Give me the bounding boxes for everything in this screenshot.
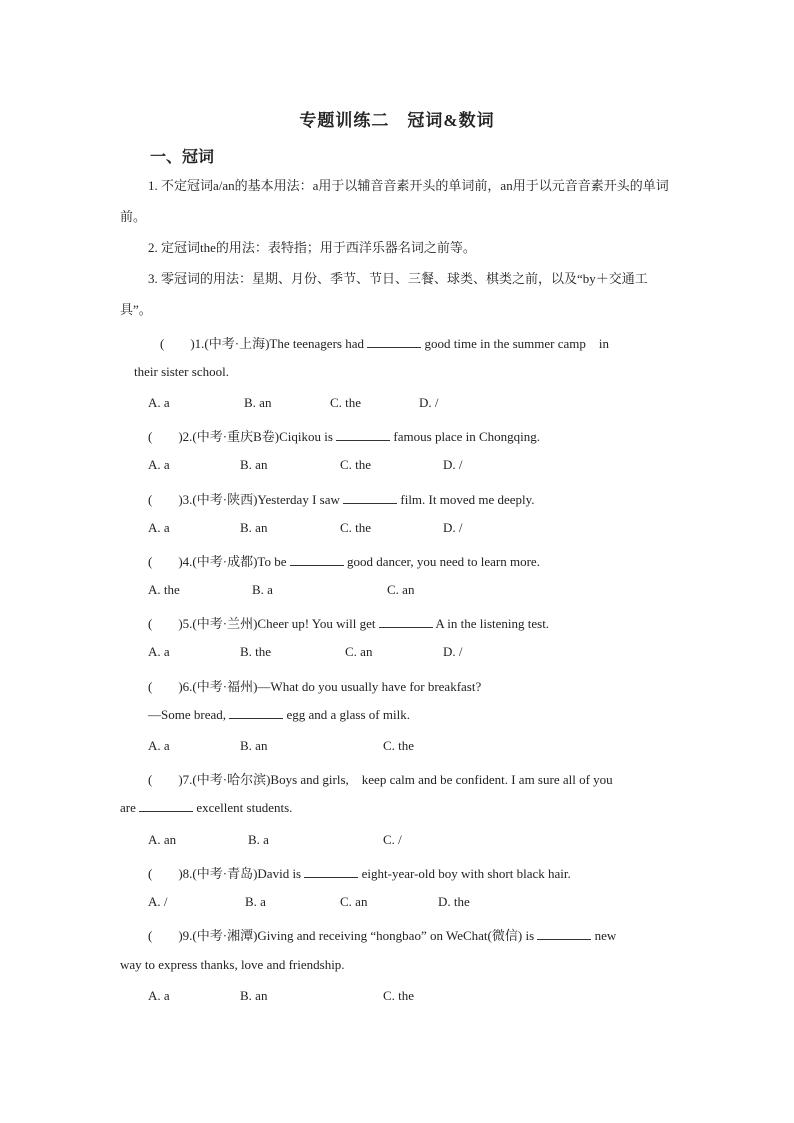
question-7	[148, 769, 613, 788]
question-number: 2.	[182, 429, 193, 444]
answer-blank[interactable]	[290, 554, 344, 566]
option[interactable]: B. an	[240, 520, 268, 535]
option[interactable]: C. the	[340, 457, 372, 472]
answer-paren[interactable]: ( )	[148, 772, 183, 787]
answer-paren[interactable]: ( )	[160, 336, 195, 351]
question-source: (中考·兰州)	[192, 616, 258, 631]
question-source: (中考·福州)	[192, 679, 258, 694]
option[interactable]: B. an	[240, 988, 268, 1003]
option[interactable]: D. /	[443, 457, 463, 472]
question-3	[148, 489, 535, 508]
page-title: 专题训练二 冠词&数词	[299, 111, 495, 130]
option[interactable]: C. an	[345, 644, 373, 659]
question-number: 1.	[194, 336, 205, 351]
option[interactable]: A. a	[148, 457, 170, 472]
answer-blank[interactable]	[343, 492, 397, 504]
option[interactable]: C. /	[383, 832, 402, 847]
question-number: 9.	[182, 928, 193, 943]
question-number: 3.	[182, 492, 193, 507]
option[interactable]: D. /	[443, 520, 463, 535]
question-text: famous place in Chongqing.	[393, 429, 541, 444]
option[interactable]: B. an	[244, 395, 272, 410]
answer-blank[interactable]	[336, 429, 390, 441]
rule-paragraph: 2. 定冠词the的用法：表特指；用于西洋乐器名词之前等。	[148, 240, 476, 255]
answer-paren[interactable]: ( )	[148, 429, 183, 444]
answer-paren[interactable]: ( )	[148, 554, 183, 569]
option[interactable]: B. an	[240, 457, 268, 472]
question-text: Boys and girls, keep calm and be confident. I am sure all of you	[270, 772, 613, 787]
option[interactable]: C. the	[330, 395, 362, 410]
option[interactable]: C. the	[383, 988, 415, 1003]
question-continuation: their sister school.	[134, 364, 229, 379]
answer-blank[interactable]	[229, 707, 283, 719]
question-text: Ciqikou is	[279, 429, 333, 444]
question-source: (中考·哈尔滨)	[192, 772, 271, 787]
question-text: new	[594, 928, 617, 943]
option[interactable]: A. a	[148, 988, 170, 1003]
question-text: are	[120, 800, 136, 815]
question-number: 5.	[182, 616, 193, 631]
question-4	[148, 551, 540, 570]
question-source: (中考·陕西)	[192, 492, 258, 507]
option[interactable]: A. /	[148, 894, 168, 909]
question-text: Cheer up! You will get	[257, 616, 376, 631]
question-text: The teenagers had	[269, 336, 364, 351]
question-text: eight-year-old boy with short black hair.	[361, 866, 571, 881]
option[interactable]: B. a	[252, 582, 273, 597]
answer-paren[interactable]: ( )	[148, 492, 183, 507]
answer-paren[interactable]: ( )	[148, 679, 183, 694]
question-8	[148, 863, 571, 882]
option[interactable]: D. /	[443, 644, 463, 659]
question-number: 8.	[182, 866, 193, 881]
question-1	[160, 333, 609, 352]
question-text: —Some bread,	[148, 707, 226, 722]
question-text: egg and a glass of milk.	[286, 707, 410, 722]
question-text: To be	[257, 554, 287, 569]
option[interactable]: A. a	[148, 644, 170, 659]
question-source: (中考·湘潭)	[192, 928, 258, 943]
option[interactable]: D. /	[419, 395, 439, 410]
question-text: film. It moved me deeply.	[400, 492, 535, 507]
question-source: (中考·重庆B卷)	[192, 429, 280, 444]
answer-blank[interactable]	[367, 336, 421, 348]
option[interactable]: D. the	[438, 894, 470, 909]
question-text: A in the listening test.	[435, 616, 550, 631]
question-5	[148, 613, 549, 632]
answer-paren[interactable]: ( )	[148, 866, 183, 881]
answer-blank[interactable]	[537, 928, 591, 940]
question-number: 7.	[182, 772, 193, 787]
answer-blank[interactable]	[379, 616, 433, 628]
question-text: good dancer, you need to learn more.	[346, 554, 540, 569]
question-9	[148, 925, 616, 944]
option[interactable]: A. a	[148, 395, 170, 410]
question-2	[148, 426, 540, 445]
question-number: 4.	[182, 554, 193, 569]
option[interactable]: A. the	[148, 582, 180, 597]
option[interactable]: A. a	[148, 520, 170, 535]
question-number: 6.	[182, 679, 193, 694]
question-source: (中考·上海)	[204, 336, 270, 351]
question-text: good time in the summer camp in	[424, 336, 609, 351]
option[interactable]: C. the	[340, 520, 372, 535]
question-6	[148, 676, 481, 695]
answer-blank[interactable]	[304, 866, 358, 878]
section-heading: 一、冠词	[150, 149, 215, 166]
option[interactable]: C. the	[383, 738, 415, 753]
option[interactable]: B. a	[248, 832, 269, 847]
question-source: (中考·成都)	[192, 554, 258, 569]
option[interactable]: B. the	[240, 644, 272, 659]
option[interactable]: C. an	[340, 894, 368, 909]
question-text: Giving and receiving “hongbao” on WeChat(微信) is	[257, 928, 535, 943]
option[interactable]: A. a	[148, 738, 170, 753]
option[interactable]: C. an	[387, 582, 415, 597]
option[interactable]: A. an	[148, 832, 177, 847]
answer-blank[interactable]	[139, 800, 193, 812]
option[interactable]: B. an	[240, 738, 268, 753]
question-text: David is	[257, 866, 302, 881]
question-text: Yesterday I saw	[257, 492, 340, 507]
question-continuation	[148, 707, 410, 723]
question-continuation: way to express thanks, love and friendship.	[120, 957, 345, 972]
rule-paragraph: 1. 不定冠词a/an的基本用法：a用于以辅音音素开头的单词前，an用于以元音音素开头的单词前。	[120, 178, 669, 224]
question-text: excellent students.	[196, 800, 293, 815]
option[interactable]: B. a	[245, 894, 266, 909]
rule-paragraph: 3. 零冠词的用法：星期、月份、季节、节日、三餐、球类、棋类之前，以及“by＋交通工具”。	[120, 271, 648, 317]
answer-paren[interactable]: ( )	[148, 928, 183, 943]
question-text: —What do you usually have for breakfast?	[257, 679, 482, 694]
question-continuation	[120, 800, 292, 816]
answer-paren[interactable]: ( )	[148, 616, 183, 631]
question-source: (中考·青岛)	[192, 866, 258, 881]
